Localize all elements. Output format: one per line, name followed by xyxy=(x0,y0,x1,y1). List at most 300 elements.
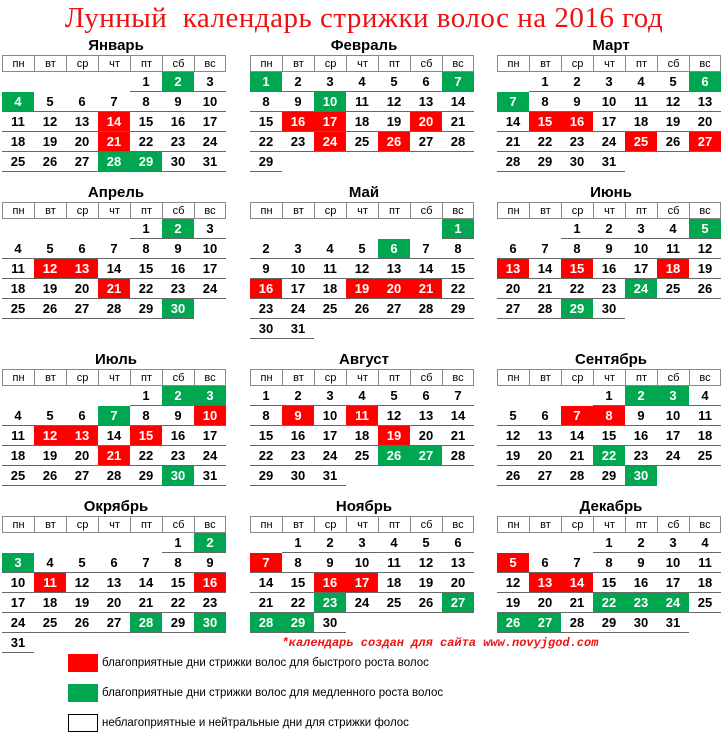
day-cell-red: 19 xyxy=(346,279,378,299)
week-row xyxy=(250,426,478,446)
day-cell: 16 xyxy=(625,426,657,446)
day-cell: 28 xyxy=(98,299,130,319)
day-cell: 11 xyxy=(314,259,346,279)
empty-cell xyxy=(34,219,66,239)
empty-cell xyxy=(2,72,34,92)
day-cell-red: 5 xyxy=(497,553,529,573)
weekday-label: чт xyxy=(346,516,378,533)
empty-cell xyxy=(410,466,442,486)
week-row xyxy=(250,446,478,466)
day-cell: 28 xyxy=(442,446,474,466)
day-cell-green: 3 xyxy=(657,386,689,406)
weekday-label: пт xyxy=(378,55,410,72)
day-cell: 9 xyxy=(593,239,625,259)
empty-cell xyxy=(98,533,130,553)
day-cell: 31 xyxy=(657,613,689,633)
day-cell: 21 xyxy=(250,593,282,613)
day-cell: 12 xyxy=(66,573,98,593)
month-name: Ноябрь xyxy=(335,498,393,515)
day-cell: 26 xyxy=(66,613,98,633)
day-cell: 13 xyxy=(66,112,98,132)
empty-cell xyxy=(689,152,721,172)
day-cell-green: 6 xyxy=(689,72,721,92)
day-cell: 6 xyxy=(529,553,561,573)
weekday-label: чт xyxy=(346,55,378,72)
month-name: Май xyxy=(348,184,380,201)
day-cell: 4 xyxy=(346,386,378,406)
weekday-label: ср xyxy=(561,55,593,72)
day-cell: 20 xyxy=(529,593,561,613)
day-cell: 11 xyxy=(625,92,657,112)
empty-cell xyxy=(442,152,474,172)
weekday-header xyxy=(497,202,725,219)
month-block xyxy=(2,497,230,653)
month-name: Июнь xyxy=(590,184,632,201)
day-cell-red: 15 xyxy=(130,426,162,446)
day-cell: 29 xyxy=(130,299,162,319)
day-cell-green: 2 xyxy=(162,72,194,92)
week-row xyxy=(250,112,478,132)
weekday-label: вс xyxy=(689,369,721,386)
day-cell: 16 xyxy=(593,259,625,279)
day-cell: 24 xyxy=(657,446,689,466)
day-cell: 19 xyxy=(657,112,689,132)
weekday-label: сб xyxy=(410,516,442,533)
day-cell: 19 xyxy=(34,446,66,466)
day-cell: 12 xyxy=(410,553,442,573)
weekday-label: вс xyxy=(442,369,474,386)
day-cell: 25 xyxy=(689,593,721,613)
weekday-label: чт xyxy=(593,202,625,219)
day-cell: 18 xyxy=(2,132,34,152)
empty-cell xyxy=(442,319,474,339)
day-cell: 20 xyxy=(529,446,561,466)
weekday-label: пт xyxy=(130,369,162,386)
day-cell: 15 xyxy=(593,573,625,593)
day-cell: 24 xyxy=(194,279,226,299)
day-cell: 9 xyxy=(314,553,346,573)
weekday-header xyxy=(2,516,230,533)
day-cell: 18 xyxy=(346,426,378,446)
week-row xyxy=(2,92,230,112)
day-cell: 12 xyxy=(378,406,410,426)
day-cell: 22 xyxy=(529,132,561,152)
day-cell-red: 11 xyxy=(346,406,378,426)
weekday-label: сб xyxy=(657,516,689,533)
day-cell: 14 xyxy=(130,573,162,593)
day-cell: 22 xyxy=(442,279,474,299)
month-block xyxy=(250,183,478,339)
day-cell: 30 xyxy=(162,152,194,172)
week-row xyxy=(250,573,478,593)
day-cell-red: 17 xyxy=(314,112,346,132)
day-cell: 5 xyxy=(34,239,66,259)
day-cell: 20 xyxy=(442,573,474,593)
day-cell: 12 xyxy=(34,112,66,132)
month-block xyxy=(2,183,230,319)
day-cell: 11 xyxy=(2,426,34,446)
weekday-label: сб xyxy=(657,55,689,72)
legend-item-white xyxy=(68,713,409,733)
day-cell-red: 26 xyxy=(378,132,410,152)
week-row xyxy=(2,132,230,152)
day-cell: 25 xyxy=(2,466,34,486)
day-cell: 8 xyxy=(130,406,162,426)
day-cell: 9 xyxy=(561,92,593,112)
day-cell: 4 xyxy=(689,533,721,553)
weekday-header xyxy=(497,516,725,533)
day-cell: 22 xyxy=(162,593,194,613)
weekday-label: вт xyxy=(282,202,314,219)
week-row xyxy=(2,553,230,573)
day-cell: 13 xyxy=(378,259,410,279)
day-cell: 19 xyxy=(34,279,66,299)
week-row xyxy=(250,132,478,152)
day-cell: 29 xyxy=(162,613,194,633)
day-cell: 18 xyxy=(378,573,410,593)
empty-cell xyxy=(346,613,378,633)
day-cell: 24 xyxy=(282,299,314,319)
day-cell-red: 12 xyxy=(34,259,66,279)
day-cell: 15 xyxy=(250,112,282,132)
day-cell: 29 xyxy=(130,466,162,486)
day-cell: 4 xyxy=(2,406,34,426)
day-cell: 11 xyxy=(2,112,34,132)
day-cell: 19 xyxy=(34,132,66,152)
day-cell: 1 xyxy=(561,219,593,239)
empty-cell xyxy=(689,466,721,486)
empty-cell xyxy=(497,219,529,239)
weekday-header xyxy=(497,55,725,72)
week-row xyxy=(250,553,478,573)
day-cell: 9 xyxy=(162,239,194,259)
day-cell-red: 15 xyxy=(561,259,593,279)
day-cell: 24 xyxy=(593,132,625,152)
day-cell: 16 xyxy=(162,112,194,132)
week-row xyxy=(250,319,478,339)
day-cell: 10 xyxy=(593,92,625,112)
weekday-label: вт xyxy=(529,55,561,72)
day-cell: 17 xyxy=(194,112,226,132)
day-cell: 16 xyxy=(162,259,194,279)
day-cell: 6 xyxy=(410,72,442,92)
day-cell: 19 xyxy=(689,259,721,279)
day-cell: 11 xyxy=(2,259,34,279)
day-cell: 6 xyxy=(66,406,98,426)
day-cell: 16 xyxy=(162,426,194,446)
month-block xyxy=(2,350,230,486)
day-cell-red: 21 xyxy=(98,279,130,299)
day-cell-red: 25 xyxy=(625,132,657,152)
legend-swatch-red xyxy=(68,654,98,672)
week-row xyxy=(2,219,230,239)
weekday-label: пт xyxy=(130,55,162,72)
weekday-label: сб xyxy=(162,202,194,219)
month-block xyxy=(497,36,725,172)
day-cell: 19 xyxy=(497,593,529,613)
day-cell: 14 xyxy=(442,406,474,426)
day-cell: 29 xyxy=(529,152,561,172)
week-row xyxy=(497,593,725,613)
day-cell: 30 xyxy=(593,299,625,319)
day-cell-red: 16 xyxy=(282,112,314,132)
day-cell: 13 xyxy=(410,406,442,426)
day-cell-green: 22 xyxy=(593,593,625,613)
empty-cell xyxy=(98,219,130,239)
day-cell: 27 xyxy=(497,299,529,319)
legend-swatch-green xyxy=(68,684,98,702)
weekday-label: вс xyxy=(689,516,721,533)
weekday-label: сб xyxy=(410,55,442,72)
day-cell-green: 3 xyxy=(194,386,226,406)
day-cell: 5 xyxy=(34,92,66,112)
week-row xyxy=(250,259,478,279)
day-cell: 17 xyxy=(657,573,689,593)
week-row xyxy=(2,112,230,132)
day-cell: 31 xyxy=(2,633,34,653)
weekday-label: вт xyxy=(34,202,66,219)
empty-cell xyxy=(34,386,66,406)
day-cell-green: 7 xyxy=(98,406,130,426)
weekday-label: вс xyxy=(194,516,226,533)
day-cell: 12 xyxy=(497,426,529,446)
weekday-label: вс xyxy=(442,516,474,533)
day-cell: 22 xyxy=(561,279,593,299)
weekday-label: вт xyxy=(34,516,66,533)
empty-cell xyxy=(657,152,689,172)
day-cell: 24 xyxy=(314,446,346,466)
empty-cell xyxy=(378,319,410,339)
empty-cell xyxy=(346,466,378,486)
day-cell-green: 23 xyxy=(314,593,346,613)
week-row xyxy=(497,219,725,239)
day-cell-green: 10 xyxy=(314,92,346,112)
weekday-label: ср xyxy=(561,369,593,386)
day-cell: 4 xyxy=(378,533,410,553)
weekday-label: ср xyxy=(314,369,346,386)
day-cell: 17 xyxy=(194,259,226,279)
day-cell: 3 xyxy=(625,219,657,239)
day-cell: 3 xyxy=(593,72,625,92)
weekday-label: ср xyxy=(561,202,593,219)
empty-cell xyxy=(378,613,410,633)
day-cell: 7 xyxy=(98,92,130,112)
day-cell-red: 13 xyxy=(529,573,561,593)
day-cell: 8 xyxy=(442,239,474,259)
day-cell-green: 30 xyxy=(194,613,226,633)
empty-cell xyxy=(378,219,410,239)
day-cell: 10 xyxy=(194,92,226,112)
empty-cell xyxy=(2,386,34,406)
day-cell: 20 xyxy=(497,279,529,299)
day-cell-green: 2 xyxy=(162,219,194,239)
weekday-label: вс xyxy=(194,369,226,386)
day-cell: 7 xyxy=(130,553,162,573)
day-cell: 21 xyxy=(497,132,529,152)
day-cell: 15 xyxy=(162,573,194,593)
day-cell: 22 xyxy=(250,446,282,466)
day-cell: 29 xyxy=(250,152,282,172)
weekday-header xyxy=(2,202,230,219)
week-row xyxy=(497,386,725,406)
day-cell: 6 xyxy=(442,533,474,553)
day-cell: 21 xyxy=(561,446,593,466)
day-cell-green: 29 xyxy=(561,299,593,319)
day-cell-red: 27 xyxy=(689,132,721,152)
week-row xyxy=(250,152,478,172)
empty-cell xyxy=(561,386,593,406)
day-cell: 28 xyxy=(561,613,593,633)
day-cell: 20 xyxy=(689,112,721,132)
weekday-header xyxy=(497,369,725,386)
weekday-label: пн xyxy=(250,202,282,219)
weekday-label: сб xyxy=(657,202,689,219)
day-cell: 9 xyxy=(282,92,314,112)
day-cell: 11 xyxy=(378,553,410,573)
day-cell: 14 xyxy=(497,112,529,132)
weekday-header xyxy=(250,202,478,219)
empty-cell xyxy=(378,152,410,172)
day-cell: 5 xyxy=(378,386,410,406)
weekday-label: сб xyxy=(657,369,689,386)
day-cell-red: 15 xyxy=(529,112,561,132)
day-cell-green: 26 xyxy=(378,446,410,466)
weekday-label: ср xyxy=(314,516,346,533)
weekday-label: вс xyxy=(194,202,226,219)
weekday-label: ср xyxy=(561,516,593,533)
month-block xyxy=(250,497,478,633)
day-cell: 24 xyxy=(194,446,226,466)
empty-cell xyxy=(529,533,561,553)
empty-cell xyxy=(625,152,657,172)
week-row xyxy=(497,152,725,172)
day-cell: 5 xyxy=(657,72,689,92)
weekday-label: чт xyxy=(98,516,130,533)
day-cell: 1 xyxy=(529,72,561,92)
day-cell-red: 7 xyxy=(561,406,593,426)
day-cell: 2 xyxy=(314,533,346,553)
day-cell: 9 xyxy=(194,553,226,573)
day-cell: 8 xyxy=(282,553,314,573)
day-cell-green: 26 xyxy=(497,613,529,633)
day-cell: 15 xyxy=(130,259,162,279)
weekday-label: чт xyxy=(98,369,130,386)
day-cell: 28 xyxy=(442,132,474,152)
day-cell: 10 xyxy=(314,406,346,426)
day-cell-green: 24 xyxy=(625,279,657,299)
empty-cell xyxy=(410,613,442,633)
weekday-label: сб xyxy=(410,202,442,219)
day-cell: 2 xyxy=(561,72,593,92)
day-cell: 3 xyxy=(657,533,689,553)
day-cell-green: 22 xyxy=(593,446,625,466)
weekday-label: ср xyxy=(314,55,346,72)
day-cell: 14 xyxy=(561,426,593,446)
weekday-header xyxy=(2,55,230,72)
weekday-header xyxy=(250,369,478,386)
weekday-label: пн xyxy=(497,55,529,72)
day-cell: 31 xyxy=(314,466,346,486)
day-cell-green: 1 xyxy=(250,72,282,92)
day-cell-green: 28 xyxy=(250,613,282,633)
day-cell: 8 xyxy=(593,553,625,573)
day-cell: 10 xyxy=(657,406,689,426)
empty-cell xyxy=(442,466,474,486)
empty-cell xyxy=(378,466,410,486)
day-cell: 15 xyxy=(250,426,282,446)
day-cell: 15 xyxy=(442,259,474,279)
week-row xyxy=(2,573,230,593)
day-cell: 14 xyxy=(98,426,130,446)
weekday-label: ср xyxy=(66,55,98,72)
day-cell: 20 xyxy=(98,593,130,613)
day-cell: 9 xyxy=(625,553,657,573)
day-cell: 11 xyxy=(689,553,721,573)
empty-cell xyxy=(250,219,282,239)
empty-cell xyxy=(66,386,98,406)
day-cell: 21 xyxy=(561,593,593,613)
month-block xyxy=(497,350,725,486)
day-cell: 5 xyxy=(34,406,66,426)
day-cell-green: 1 xyxy=(442,219,474,239)
day-cell-green: 28 xyxy=(98,152,130,172)
week-row xyxy=(2,426,230,446)
day-cell: 20 xyxy=(66,132,98,152)
day-cell: 30 xyxy=(314,613,346,633)
day-cell-red: 11 xyxy=(34,573,66,593)
site-note: *календарь создан для сайта www.novyjgod.com xyxy=(281,636,599,650)
day-cell: 14 xyxy=(529,259,561,279)
weekday-label: вт xyxy=(529,516,561,533)
day-cell: 23 xyxy=(593,279,625,299)
day-cell: 5 xyxy=(346,239,378,259)
day-cell: 26 xyxy=(497,466,529,486)
day-cell: 22 xyxy=(130,132,162,152)
day-cell-red: 8 xyxy=(593,406,625,426)
day-cell: 2 xyxy=(282,386,314,406)
month-name: Июль xyxy=(95,351,137,368)
day-cell: 23 xyxy=(162,279,194,299)
day-cell-red: 13 xyxy=(66,426,98,446)
weekday-label: ср xyxy=(66,369,98,386)
day-cell: 1 xyxy=(130,72,162,92)
week-row xyxy=(497,426,725,446)
day-cell: 28 xyxy=(561,466,593,486)
day-cell-red: 16 xyxy=(314,573,346,593)
day-cell: 27 xyxy=(410,132,442,152)
weekday-label: пн xyxy=(2,369,34,386)
week-row xyxy=(2,259,230,279)
week-row xyxy=(497,406,725,426)
weekday-label: сб xyxy=(162,516,194,533)
empty-cell xyxy=(410,219,442,239)
day-cell: 18 xyxy=(689,426,721,446)
day-cell: 4 xyxy=(689,386,721,406)
day-cell: 8 xyxy=(561,239,593,259)
day-cell: 26 xyxy=(34,299,66,319)
day-cell: 1 xyxy=(250,386,282,406)
empty-cell xyxy=(66,533,98,553)
weekday-label: пн xyxy=(2,516,34,533)
day-cell: 29 xyxy=(593,613,625,633)
weekday-label: пт xyxy=(625,55,657,72)
day-cell: 25 xyxy=(34,613,66,633)
month-name: Сентябрь xyxy=(575,351,647,368)
empty-cell xyxy=(346,319,378,339)
weekday-label: пт xyxy=(378,516,410,533)
weekday-label: пт xyxy=(625,516,657,533)
day-cell: 10 xyxy=(282,259,314,279)
